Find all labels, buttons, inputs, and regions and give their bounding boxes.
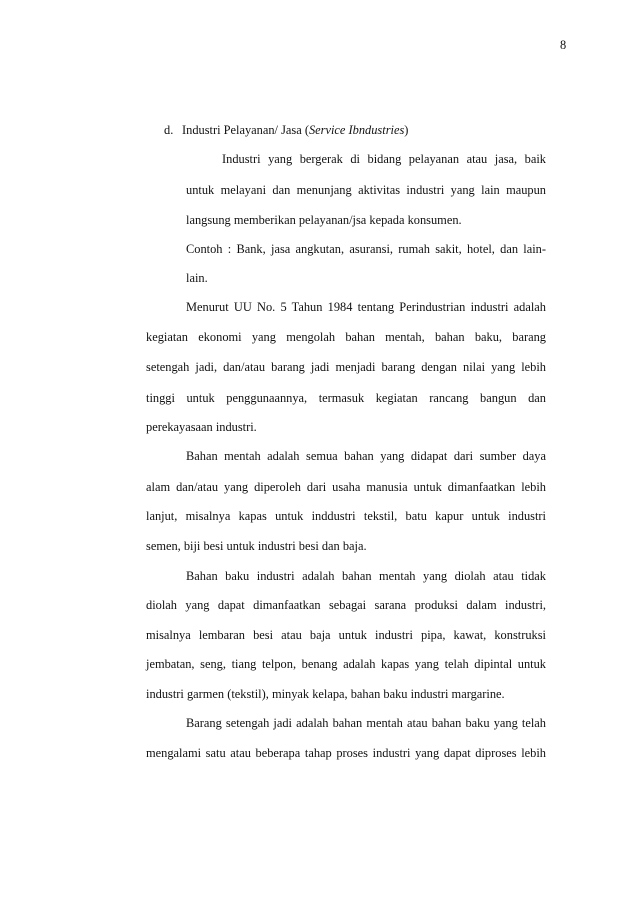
heading-italic: Service Ibndustries — [308, 123, 405, 137]
body-line: lain. — [186, 271, 208, 285]
body-line: Bahan baku industri adalah bahan mentah yang diolah atau tidak — [186, 569, 546, 583]
list-marker: d. — [164, 123, 174, 137]
page-number: 8 — [560, 38, 567, 52]
body-line: industri garmen (tekstil), minyak kelapa, bahan baku industri margarine. — [146, 687, 505, 701]
section-heading — [164, 122, 564, 138]
body-line: Bahan mentah adalah semua bahan yang didapat dari sumber daya — [186, 449, 546, 463]
body-line: langsung memberikan pelayanan/jsa kepada konsumen. — [186, 213, 462, 227]
body-line: mengalami satu atau beberapa tahap proses industri yang dapat diproses lebih — [146, 746, 546, 760]
body-line: jembatan, seng, tiang telpon, benang adalah kapas yang telah dipintal untuk — [146, 657, 546, 671]
body-line: diolah yang dapat dimanfaatkan sebagai sarana produksi dalam industri, — [146, 598, 546, 612]
heading-close: ) — [404, 123, 409, 137]
body-line: tinggi untuk penggunaannya, termasuk kegiatan rancang bangun dan — [146, 391, 546, 405]
body-line: setengah jadi, dan/atau barang jadi menjadi barang dengan nilai yang lebih — [146, 360, 546, 374]
body-line: alam dan/atau yang diperoleh dari usaha manusia untuk dimanfaatkan lebih — [146, 480, 546, 494]
body-line: Industri yang bergerak di bidang pelayanan atau jasa, baik — [222, 152, 546, 166]
body-line: Contoh : Bank, jasa angkutan, asuransi, rumah sakit, hotel, dan lain- — [186, 242, 546, 256]
body-line: untuk melayani dan menunjang aktivitas industri yang lain maupun — [186, 183, 546, 197]
body-line: lanjut, misalnya kapas untuk inddustri tekstil, batu kapur untuk industri — [146, 509, 546, 523]
body-line: semen, biji besi untuk industri besi dan baja. — [146, 539, 367, 553]
body-line: kegiatan ekonomi yang mengolah bahan mentah, bahan baku, barang — [146, 330, 546, 344]
body-line: perekayasaan industri. — [146, 420, 257, 434]
heading-text: Industri Pelayanan/ Jasa ( — [182, 123, 309, 137]
body-line: Barang setengah jadi adalah bahan mentah atau bahan baku yang telah — [186, 716, 546, 730]
body-line: Menurut UU No. 5 Tahun 1984 tentang Perindustrian industri adalah — [186, 300, 546, 314]
body-line: misalnya lembaran besi atau baja untuk industri pipa, kawat, konstruksi — [146, 628, 546, 642]
